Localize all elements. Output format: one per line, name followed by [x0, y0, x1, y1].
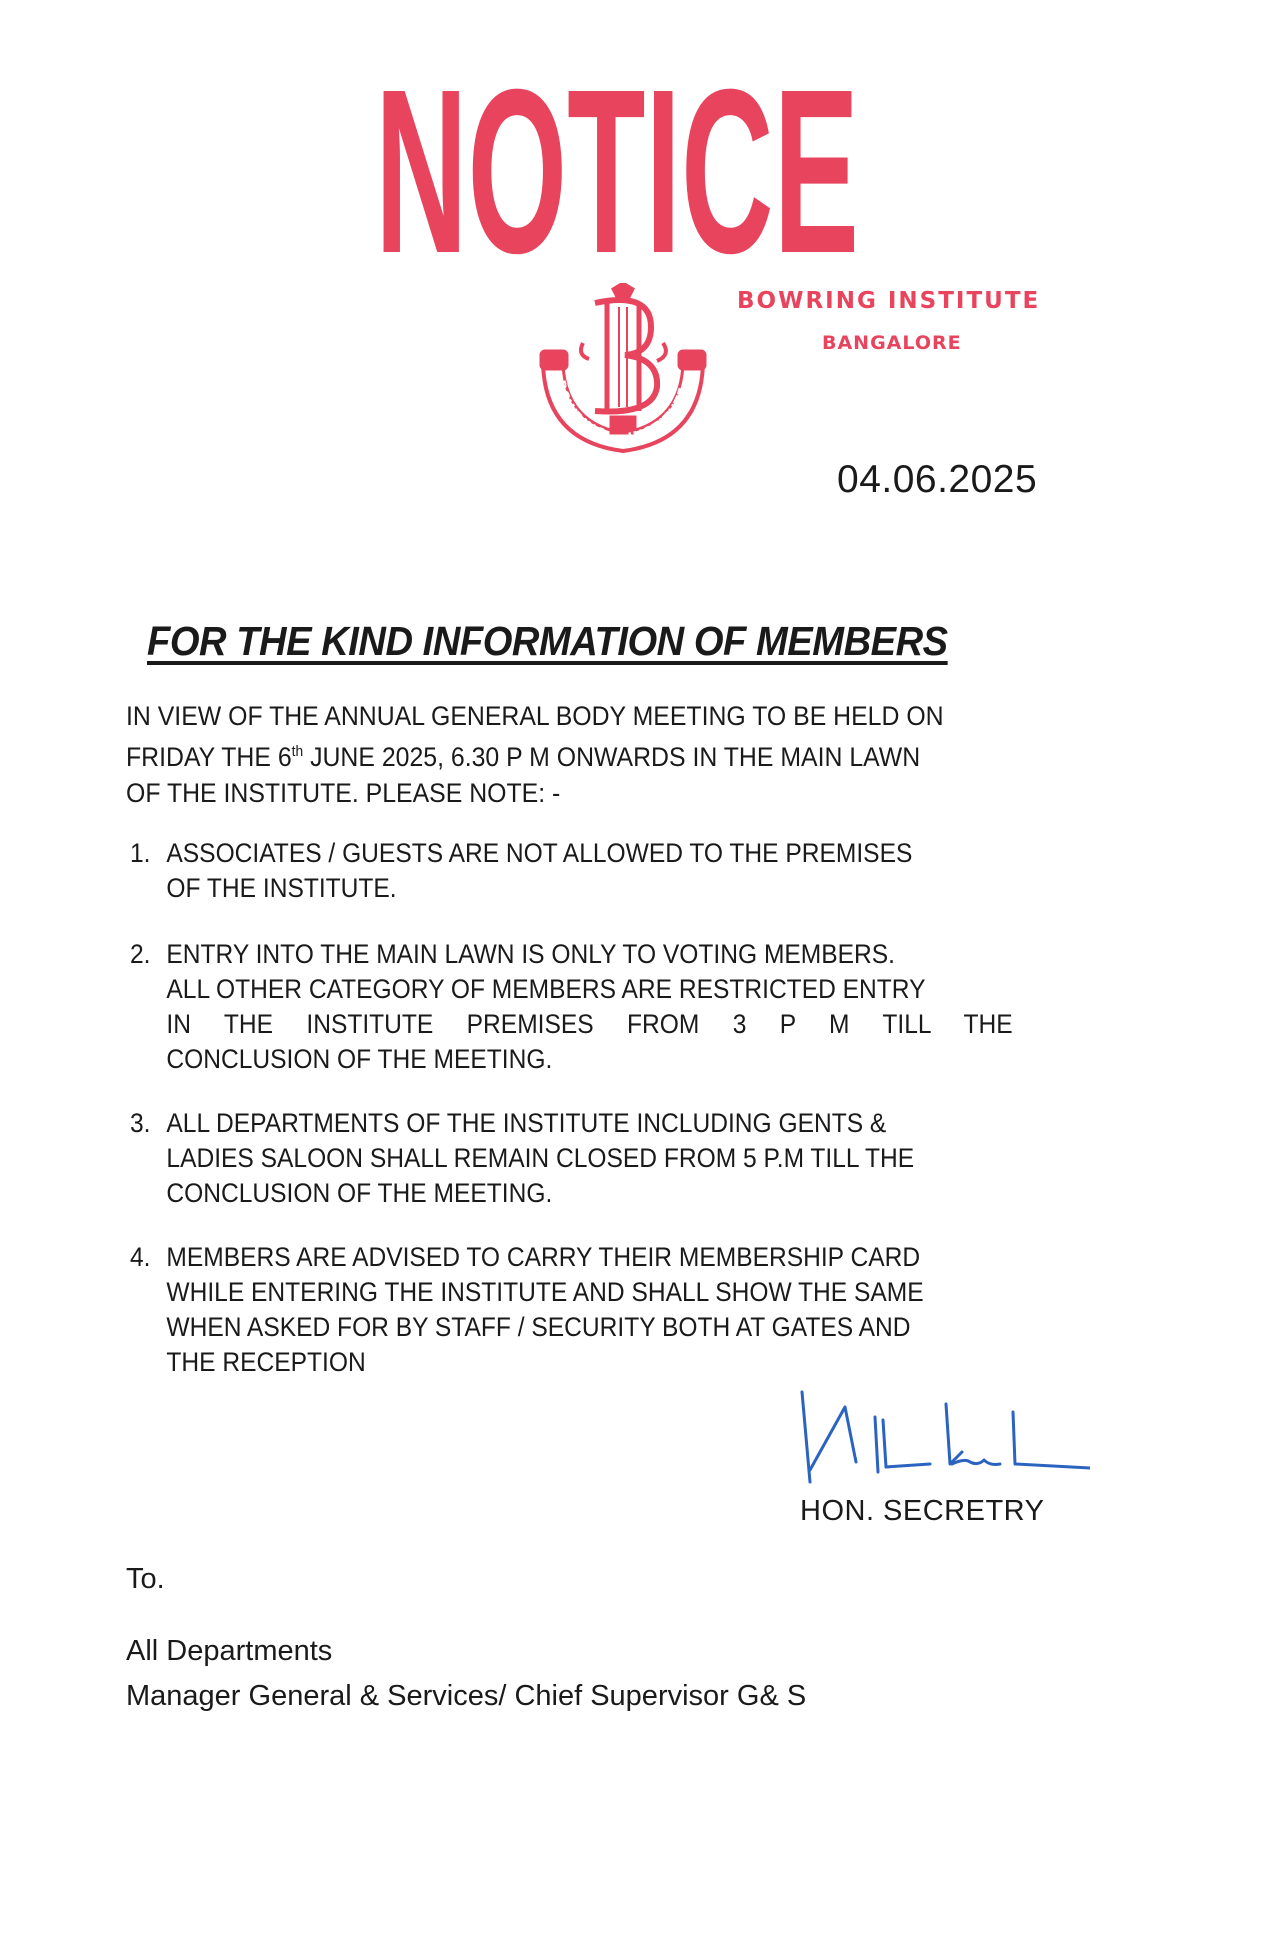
notice-item-4: [130, 1240, 1022, 1380]
to-label: To.: [126, 1563, 165, 1595]
item-line: THE RECEPTION: [166, 1347, 366, 1377]
item-line: OF THE INSTITUTE.: [166, 873, 397, 903]
notice-title-text: NOTICE: [375, 40, 859, 264]
item-line: ASSOCIATES / GUESTS ARE NOT ALLOWED TO THE PREMISES: [166, 838, 913, 868]
notice-item-1: [130, 836, 1022, 906]
item-line: CONCLUSION OF THE MEETING.: [166, 1044, 553, 1074]
item-line: ENTRY INTO THE MAIN LAWN IS ONLY TO VOTING MEMBERS.: [166, 939, 895, 969]
item-number: 2.: [130, 939, 151, 969]
item-line: WHEN ASKED FOR BY STAFF / SECURITY BOTH AT GATES AND: [166, 1312, 911, 1342]
item-number: 3.: [130, 1108, 151, 1138]
notice-heading: FOR THE KIND INFORMATION OF MEMBERS: [147, 618, 948, 664]
item-line: LADIES SALOON SHALL REMAIN CLOSED FROM 5 P.M TILL THE: [166, 1143, 915, 1173]
signatory-title: HON. SECRETRY: [800, 1495, 1045, 1527]
item-number: 4.: [130, 1242, 151, 1272]
intro-line-2-start: FRIDAY THE 6: [126, 742, 292, 772]
item-line: ALL DEPARTMENTS OF THE INSTITUTE INCLUDING GENTS &: [166, 1108, 887, 1138]
item-number: 1.: [130, 838, 151, 868]
item-line: WHILE ENTERING THE INSTITUTE AND SHALL SHOW THE SAME: [166, 1277, 924, 1307]
emblem-text-right: INSTITUTE: [626, 385, 693, 447]
emblem-text-left: BOWRING: [552, 378, 608, 443]
handwritten-signature: [790, 1382, 1090, 1492]
notice-date: 04.06.2025: [837, 458, 1038, 501]
recipient: Manager General & Services/ Chief Supervisor G& S: [126, 1680, 807, 1712]
intro-paragraph: [126, 698, 1046, 811]
item-line: CONCLUSION OF THE MEETING.: [166, 1178, 553, 1208]
item-line: MEMBERS ARE ADVISED TO CARRY THEIR MEMBERSHIP CARD: [166, 1242, 921, 1272]
item-line: ALL OTHER CATEGORY OF MEMBERS ARE RESTRICTED ENTRY: [166, 974, 926, 1004]
intro-line-3: OF THE INSTITUTE. PLEASE NOTE: -: [126, 778, 561, 808]
notice-item-2: [130, 937, 1022, 1077]
date-ordinal-suffix: th: [291, 743, 304, 760]
notice-title: [372, 34, 862, 264]
notice-item-3: [130, 1106, 1022, 1211]
recipient: All Departments: [126, 1635, 333, 1667]
intro-line-2-end: JUNE 2025, 6.30 P M ONWARDS IN THE MAIN LAWN: [303, 742, 921, 772]
institute-name: BOWRING INSTITUTE: [737, 288, 1041, 314]
institute-emblem-logo: [533, 283, 713, 453]
item-line: IN THE INSTITUTE PREMISES FROM 3 P M TILL THE: [166, 1009, 1013, 1039]
intro-line-2: [126, 734, 1046, 775]
institute-city: BANGALORE: [822, 332, 962, 354]
intro-line-1: IN VIEW OF THE ANNUAL GENERAL BODY MEETING TO BE HELD ON: [126, 701, 944, 731]
